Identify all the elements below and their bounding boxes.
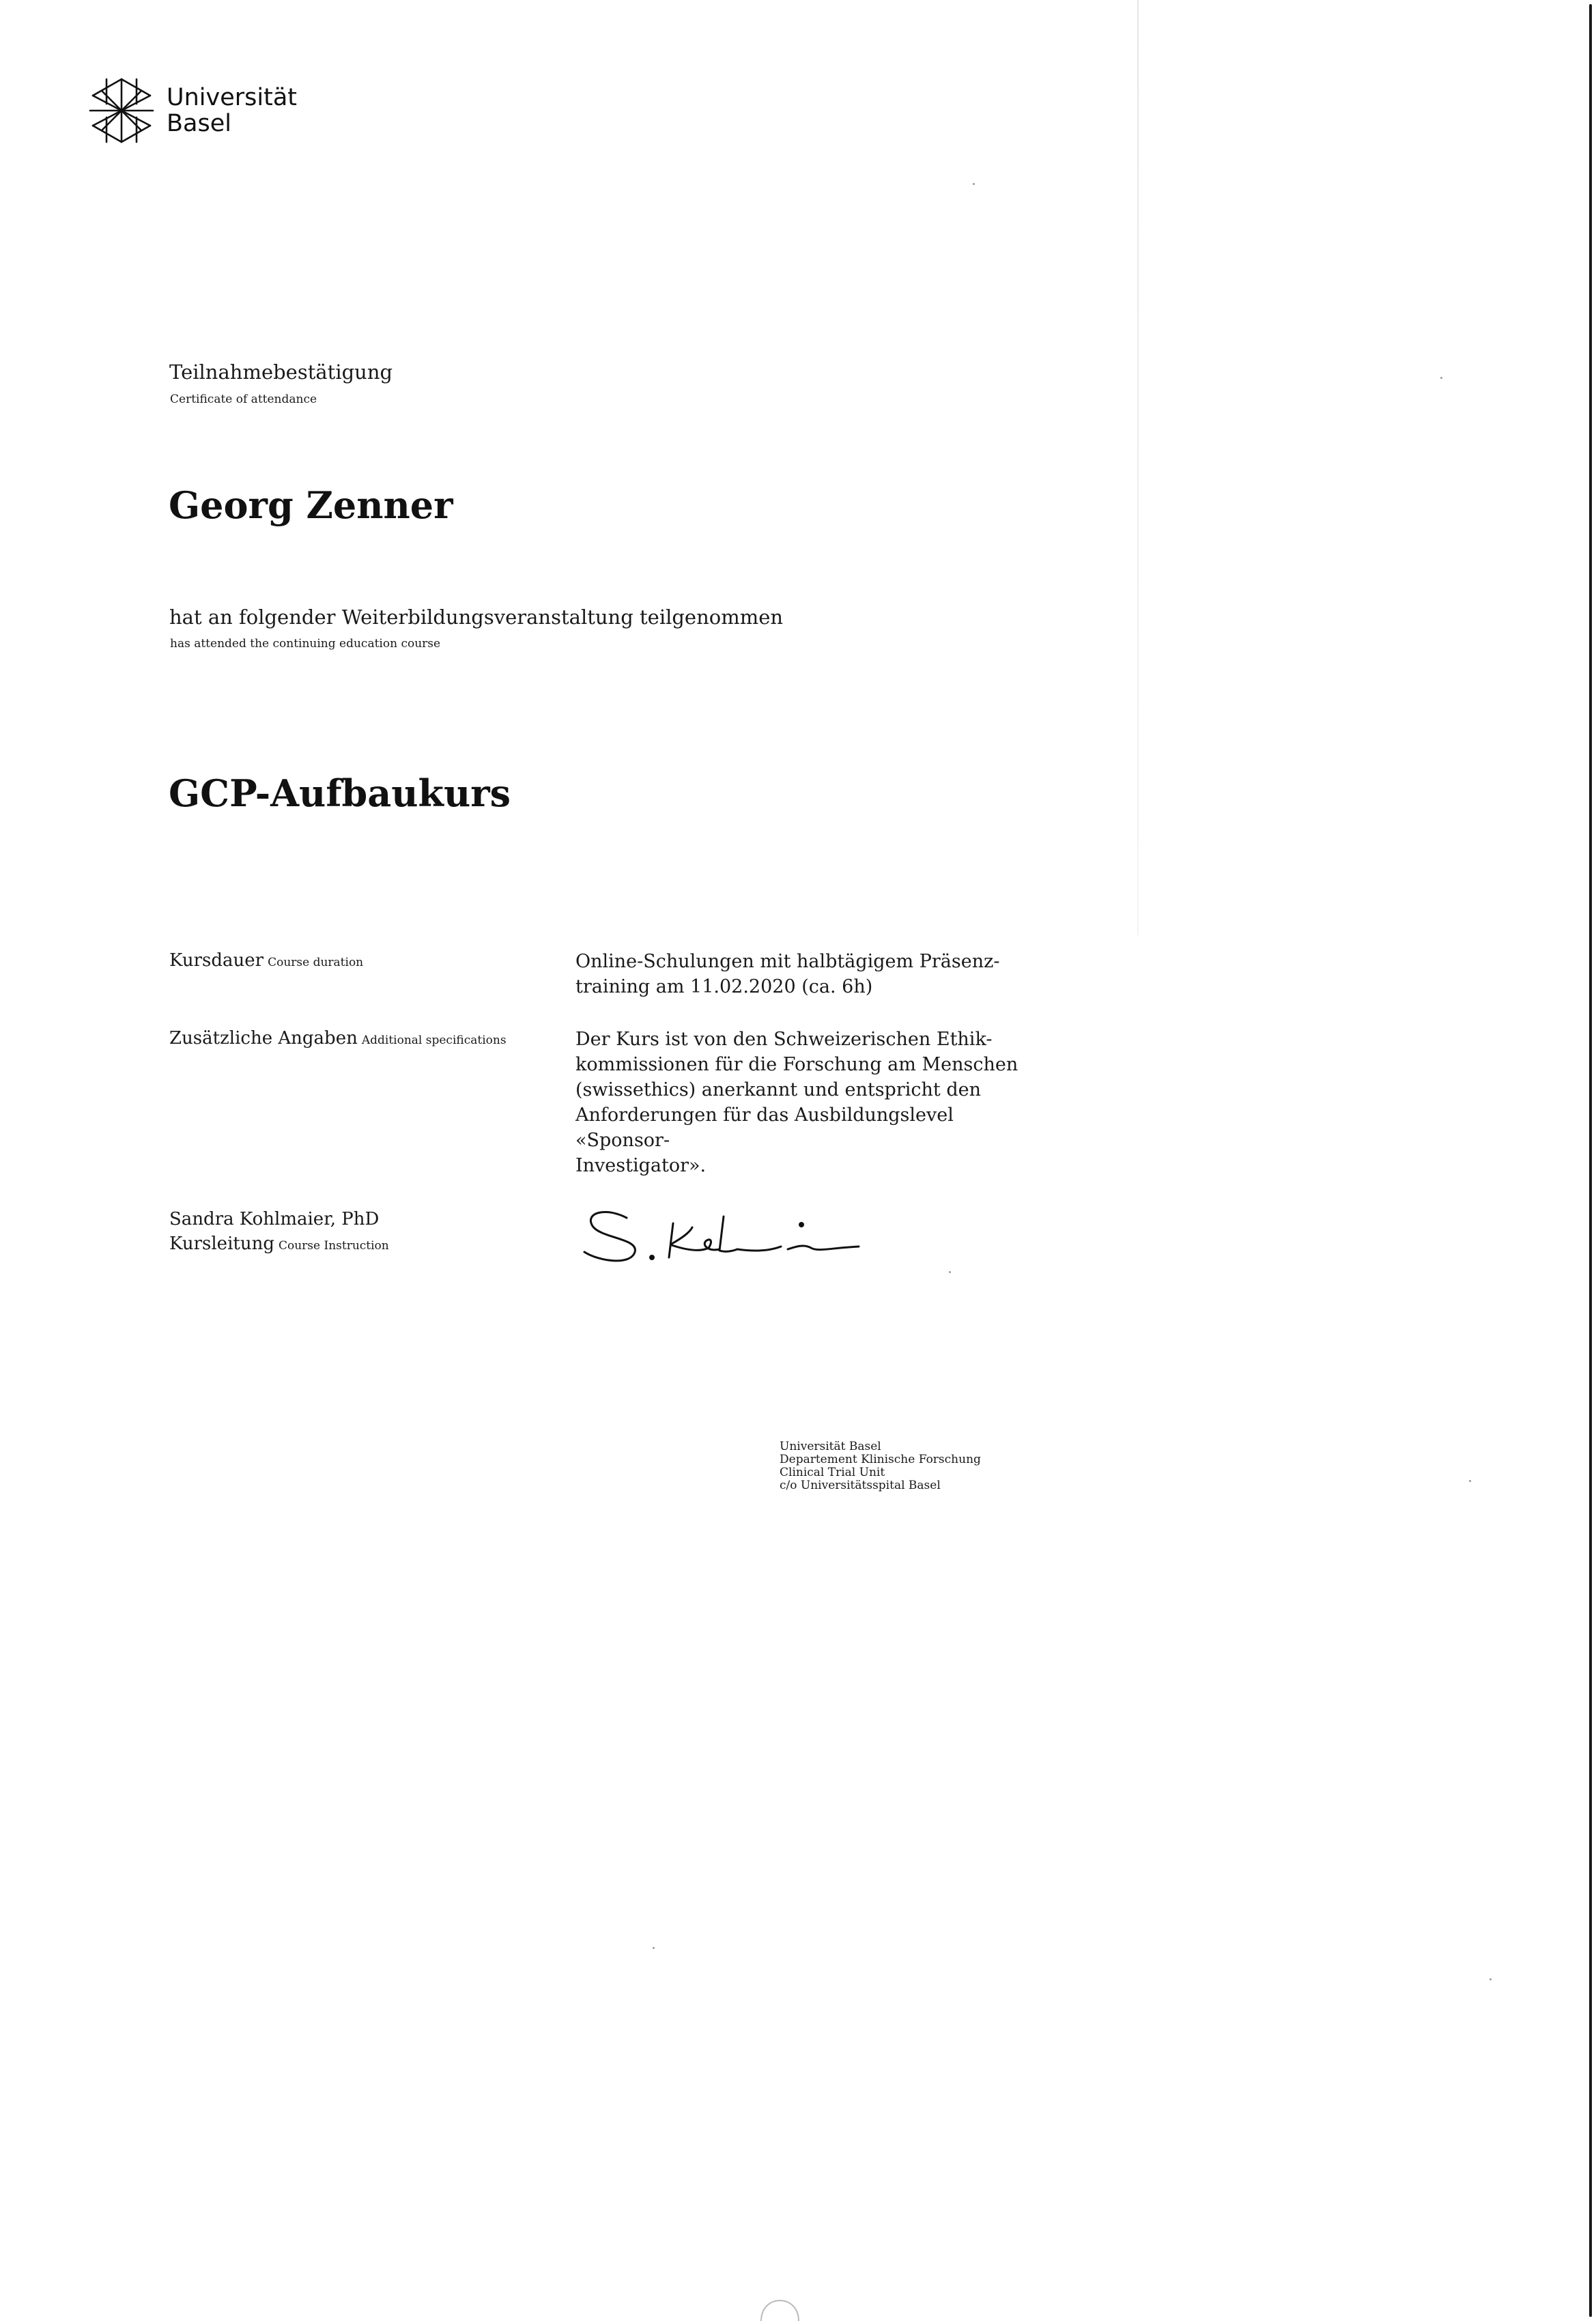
additional-value-line: (swissethics) anerkannt und entspricht den: [575, 1079, 981, 1100]
scan-speck: [973, 183, 975, 185]
additional-value-line: Der Kurs ist von den Schweizerischen Ethik-: [575, 1029, 993, 1050]
course-title: GCP-Aufbaukurs: [169, 771, 511, 815]
certificate-title-en: Certificate of attendance: [170, 393, 317, 406]
duration-value-line: training am 11.02.2020 (ca. 6h): [575, 976, 873, 997]
footer-line: Departement Klinische Forschung: [780, 1453, 981, 1466]
duration-label: [169, 950, 363, 971]
scan-speck: [653, 1947, 655, 1949]
scan-punch-hole: [758, 2280, 806, 2321]
duration-value: [575, 949, 1040, 999]
footer-line: c/o Universitätsspital Basel: [780, 1479, 941, 1492]
scan-speck: [949, 1271, 951, 1273]
scan-speck: [1490, 1978, 1492, 1980]
footer-line: Universität Basel: [780, 1440, 881, 1453]
signatory-role-de: Kursleitung: [169, 1234, 274, 1254]
wordmark-line-1: Universität: [167, 84, 298, 111]
scan-speck: [1469, 1480, 1471, 1482]
university-emblem-icon: [87, 76, 156, 145]
additional-value-line: Investigator».: [575, 1155, 707, 1176]
university-logo: [87, 76, 297, 145]
certificate-title-de: Teilnahmebestätigung: [169, 360, 393, 384]
signatory-name: Sandra Kohlmaier, PhD: [169, 1209, 380, 1229]
footer-line: Clinical Trial Unit: [780, 1466, 885, 1479]
handwritten-signature: [579, 1203, 866, 1271]
duration-label-de: Kursdauer: [169, 950, 264, 971]
scan-edge: [1589, 4, 1592, 2317]
duration-label-en: Course duration: [268, 956, 364, 969]
additional-label: [169, 1028, 507, 1049]
university-wordmark: [167, 85, 297, 137]
scan-fold-shadow: [1137, 0, 1139, 935]
footer-address: [780, 1440, 981, 1492]
intro-text-de: hat an folgender Weiterbildungsveranstaltung teilgenommen: [169, 606, 784, 629]
additional-value-line: Anforderungen für das Ausbildungslevel «Sponsor-: [575, 1105, 954, 1151]
signatory-block: [169, 1207, 389, 1258]
additional-label-de: Zusätzliche Angaben: [169, 1028, 358, 1049]
wordmark-line-2: Basel: [167, 110, 231, 137]
signatory-role-en: Course Instruction: [278, 1239, 389, 1253]
intro-text-en: has attended the continuing education course: [170, 637, 441, 651]
additional-value: [575, 1027, 1040, 1178]
additional-value-line: kommissionen für die Forschung am Menschen: [575, 1054, 1018, 1075]
duration-value-line: Online-Schulungen mit halbtägigem Präsenz-: [575, 951, 1000, 972]
recipient-name: Georg Zenner: [169, 483, 453, 527]
additional-label-en: Additional specifications: [361, 1034, 507, 1047]
scan-speck: [1440, 377, 1442, 379]
